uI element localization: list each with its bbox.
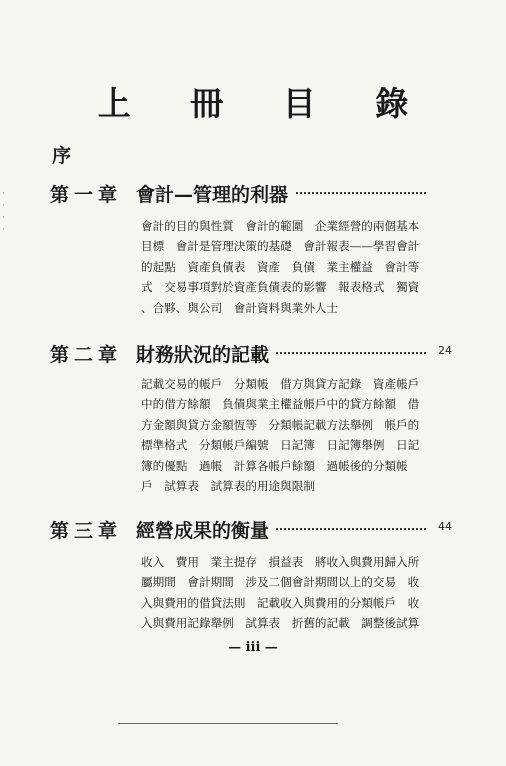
topic-line: 方金額與貸方金額恆等 分類帳記載方法舉例 帳戶的	[141, 417, 420, 432]
topic-line: 、合夥、與公司 會計資料與業外人士	[141, 300, 339, 315]
chapter-entry-3	[50, 516, 470, 546]
topic-line: 式 交易事項對於資產負債表的影響 報表格式 獨資	[141, 280, 420, 295]
dot-leader	[296, 192, 426, 194]
chapter-entry-1	[50, 180, 470, 210]
chapter-title: 會計—管理的利器	[136, 184, 289, 206]
chapter-page-number: 44	[438, 520, 452, 533]
chapter-page-number: 24	[438, 344, 452, 357]
topic-line: 簿的優點 過帳 計算各帳戶餘額 過帳後的分類帳	[141, 458, 408, 473]
topic-line: 目標 會計是管理決策的基礎 會計報表——學習會計	[141, 239, 420, 254]
topic-line: 中的借方餘額 負債與業主權益帳戶中的貸方餘額 借	[141, 397, 420, 412]
page-title: 上 冊 目 錄	[97, 84, 433, 123]
topic-line: 的起點 資產負債表 資產 負債 業主權益 會計等	[141, 259, 420, 274]
chapter-topics-1	[141, 216, 431, 318]
topic-line: 會計的目的與性質 會計的範圍 企業經營的兩個基本	[141, 219, 420, 233]
chapter-number: 第三章	[50, 520, 123, 542]
dot-leader	[276, 528, 426, 530]
chapter-topics-2	[141, 374, 431, 496]
chapter-number: 第二章	[50, 344, 123, 366]
chapter-number: 第一章	[50, 184, 123, 206]
topic-line: 收入 費用 業主提存 損益表 將收入與費用歸入所	[141, 555, 420, 569]
chapter-entry-2	[50, 340, 470, 370]
topic-line: 記載交易的帳戶 分類帳 借方與貸方記錄 資產帳戶	[141, 377, 420, 391]
topic-line: 入與費用記錄舉例 試算表 折舊的記載 調整後試算	[141, 616, 420, 631]
topic-line: 入與費用的借貸法則 記載收入與費用的分類帳戶 收	[141, 595, 420, 610]
preface-entry: 序	[52, 145, 72, 167]
chapter-title: 經營成果的衡量	[136, 520, 270, 542]
bottom-rule	[118, 723, 338, 724]
chapter-topics-3	[141, 552, 431, 634]
page-folio: — iii —	[228, 640, 278, 655]
chapter-title: 財務狀況的記載	[136, 344, 270, 366]
topic-line: 戶 試算表 試算表的用途與限制	[141, 479, 315, 494]
topic-line: 標準格式 分類帳戶編號 日記簿 日記簿舉例 日記	[141, 438, 420, 453]
dot-leader	[276, 352, 426, 354]
topic-line: 屬期間 會計期間 涉及二個會計期間以上的交易 收	[141, 575, 420, 590]
page-edge-marks: · · · ·	[2, 189, 5, 234]
